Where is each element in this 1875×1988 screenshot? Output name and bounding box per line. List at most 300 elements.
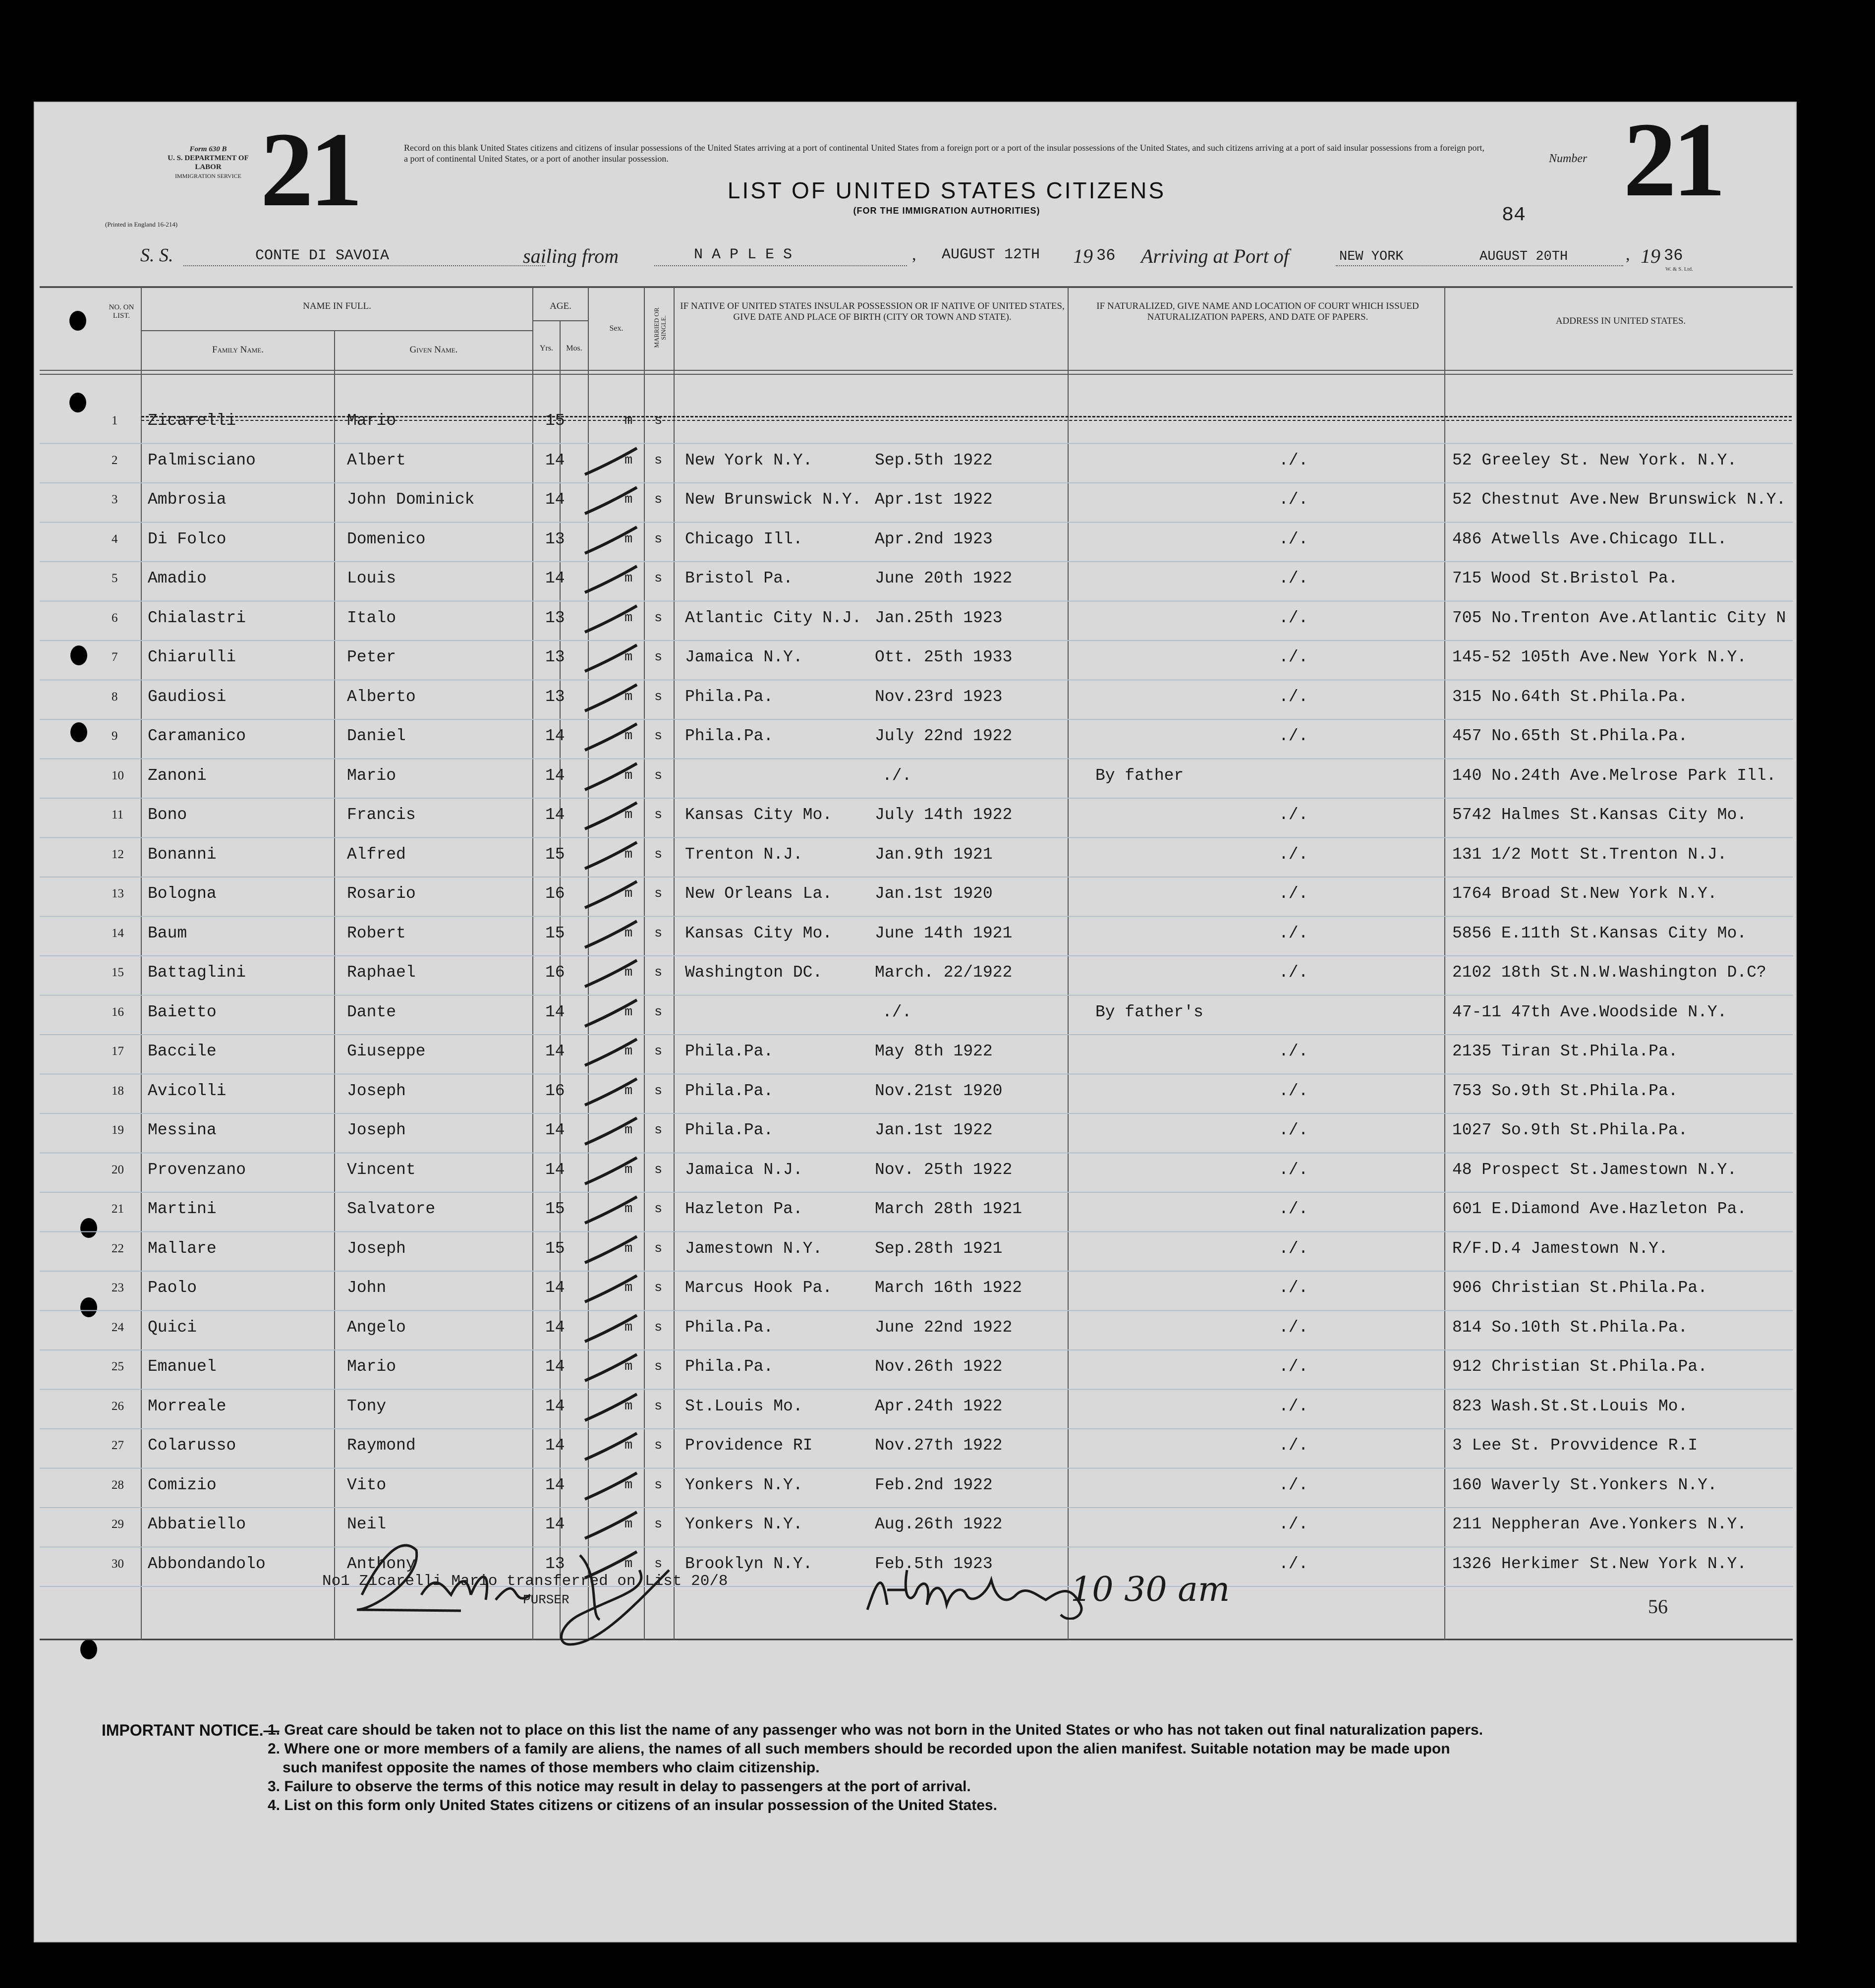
birth-date: Jan.1st 1920: [875, 884, 993, 903]
printed-note: (Printed in England 16-214): [105, 221, 178, 228]
ditto-check-mark: [580, 682, 644, 717]
age-years: 14: [545, 766, 565, 785]
table-row: [35, 603, 1798, 643]
table-row: [35, 446, 1798, 485]
row-number: 7: [112, 650, 118, 664]
naturalization: ./.: [1279, 1279, 1308, 1297]
given-name: Anthony: [347, 1554, 416, 1573]
us-address: 1326 Herkimer St.New York N.Y.: [1452, 1554, 1747, 1573]
row-number: 4: [112, 532, 118, 546]
given-name: Vito: [347, 1475, 387, 1494]
birth-date: July 14th 1922: [875, 806, 1013, 824]
us-address: 5742 Halmes St.Kansas City Mo.: [1452, 806, 1747, 824]
row-number: 10: [112, 768, 124, 782]
depart-date: AUGUST 12TH: [942, 246, 1040, 263]
ditto-check-mark: [580, 1431, 644, 1465]
family-name: Palmisciano: [148, 451, 256, 469]
table-row: [35, 1115, 1798, 1155]
table-row: [35, 721, 1798, 761]
ditto-check-mark: [580, 761, 644, 796]
ditto-check-mark: [580, 1155, 644, 1190]
row-number: 20: [112, 1163, 124, 1176]
ditto-check-mark: [580, 1273, 644, 1308]
birth-date: Sep.5th 1922: [875, 451, 993, 469]
marital-status: s: [654, 729, 663, 744]
naturalization: ./.: [1279, 1042, 1308, 1060]
ditto-check-mark: [580, 1313, 644, 1347]
transfer-note: No1 Zicarelli Mario transferred on List 20/8: [322, 1573, 728, 1590]
row-number: 26: [112, 1399, 124, 1413]
family-name: Baum: [148, 924, 187, 942]
birth-date: Apr.24th 1922: [875, 1397, 1003, 1415]
ditto-check-mark: [580, 958, 644, 993]
birth-place: Jamestown N.Y.: [685, 1239, 823, 1258]
marital-status: s: [654, 965, 663, 980]
sex: m: [625, 453, 633, 468]
birth-place: Jamaica N.Y.: [685, 648, 803, 666]
birth-date: Nov. 25th 1922: [875, 1160, 1013, 1179]
birth-place: ./.: [882, 1002, 912, 1021]
row-number: 29: [112, 1518, 124, 1531]
marital-status: s: [654, 610, 663, 626]
sex: m: [625, 1044, 633, 1059]
page-subtitle: (FOR THE IMMIGRATION AUTHORITIES): [853, 206, 1040, 216]
ditto-check-mark: [580, 1352, 644, 1387]
col-sex: Sex.: [609, 324, 624, 333]
family-name: Martini: [148, 1200, 217, 1218]
birth-place: New Orleans La.: [685, 884, 833, 903]
family-name: Bologna: [148, 884, 217, 903]
given-name: Albert: [347, 451, 406, 469]
naturalization: ./.: [1279, 529, 1308, 548]
naturalization: By father: [1095, 766, 1184, 785]
us-address: 753 So.9th St.Phila.Pa.: [1452, 1081, 1678, 1100]
purser-signature: [322, 1496, 719, 1654]
given-name: John: [347, 1279, 387, 1297]
given-name: Vincent: [347, 1160, 416, 1179]
sailing-label: sailing from: [523, 245, 619, 267]
row-number: 18: [112, 1084, 124, 1098]
row-number: 23: [112, 1281, 124, 1294]
row-number: 22: [112, 1241, 124, 1255]
table-row: [35, 1392, 1798, 1431]
arriving-label: Arriving at Port of: [1141, 245, 1289, 267]
marital-status: s: [654, 1359, 663, 1374]
naturalization: ./.: [1279, 451, 1308, 469]
age-years: 13: [545, 1554, 565, 1573]
row-1-strike: [141, 416, 1792, 417]
us-address: 160 Waverly St.Yonkers N.Y.: [1452, 1475, 1717, 1494]
birth-date: June 14th 1921: [875, 924, 1013, 942]
voyage-line: S. S. CONTE DI SAVOIA sailing from N A P L E S , AUGUST 12TH 19 36 Arriving at Port of NEW YORK AUGUST 20TH , 19 36 W. & S. Ltd.: [140, 245, 1693, 272]
given-name: Joseph: [347, 1121, 406, 1139]
age-years: 15: [545, 411, 565, 430]
row-number: 6: [112, 611, 118, 625]
row-number: 27: [112, 1439, 124, 1452]
row-number: 30: [112, 1557, 124, 1571]
depart-year: 36: [1096, 246, 1116, 265]
given-name: Mario: [347, 766, 397, 785]
age-years: 15: [545, 924, 565, 942]
naturalization: ./.: [1279, 569, 1308, 587]
age-years: 14: [545, 490, 565, 509]
naturalization: ./.: [1279, 1318, 1308, 1337]
family-name: Zanoni: [148, 766, 207, 785]
given-name: Louis: [347, 569, 397, 587]
given-name: Francis: [347, 806, 416, 824]
row-number: 19: [112, 1123, 124, 1137]
birth-date: Ott. 25th 1933: [875, 648, 1013, 666]
birth-date: Feb.2nd 1922: [875, 1475, 993, 1494]
birth-date: May 8th 1922: [875, 1042, 993, 1060]
naturalization: ./.: [1279, 648, 1308, 666]
marital-status: s: [654, 650, 663, 665]
table-row: [35, 485, 1798, 525]
sex: m: [625, 1556, 633, 1572]
notice-2b: such manifest opposite the names of those members who claim citizenship.: [283, 1759, 820, 1776]
birth-place: Hazleton Pa.: [685, 1200, 803, 1218]
table-row: [35, 761, 1798, 801]
age-years: 14: [545, 1279, 565, 1297]
row-number: 28: [112, 1478, 124, 1492]
sex: m: [625, 1320, 633, 1335]
sex: m: [625, 1004, 633, 1020]
us-address: 3 Lee St. Provvidence R.I: [1452, 1436, 1698, 1455]
birth-date: Nov.27th 1922: [875, 1436, 1003, 1455]
family-name: Baietto: [148, 1002, 217, 1021]
given-name: Peter: [347, 648, 397, 666]
birth-place: ./.: [882, 766, 912, 785]
col-given: Given Name.: [409, 345, 458, 355]
birth-place: Jamaica N.J.: [685, 1160, 803, 1179]
age-years: 14: [545, 1121, 565, 1139]
ditto-check-mark: [580, 1115, 644, 1150]
birth-place: St.Louis Mo.: [685, 1397, 803, 1415]
us-address: 1764 Broad St.New York N.Y.: [1452, 884, 1717, 903]
arrive-date: AUGUST 20TH: [1479, 249, 1568, 264]
birth-place: Phila.Pa.: [685, 1121, 774, 1139]
given-name: Robert: [347, 924, 406, 942]
table-row: [35, 1352, 1798, 1392]
marital-status: s: [654, 1004, 663, 1020]
us-address: 715 Wood St.Bristol Pa.: [1452, 569, 1678, 587]
birth-place: Washington DC.: [685, 963, 823, 982]
marital-status: s: [654, 1556, 663, 1572]
sex: m: [625, 1438, 633, 1453]
us-address: 48 Prospect St.Jamestown N.Y.: [1452, 1160, 1737, 1179]
us-address: 145-52 105th Ave.New York N.Y.: [1452, 648, 1747, 666]
naturalization: ./.: [1279, 924, 1308, 942]
family-name: Bonanni: [148, 845, 217, 864]
naturalization: ./.: [1279, 687, 1308, 706]
birth-place: Yonkers N.Y.: [685, 1515, 803, 1533]
age-years: 16: [545, 884, 565, 903]
given-name: Angelo: [347, 1318, 406, 1337]
family-name: Messina: [148, 1121, 217, 1139]
big-number-right: 21: [1623, 100, 1722, 219]
family-name: Quici: [148, 1318, 197, 1337]
table-row: [35, 1155, 1798, 1195]
naturalization: ./.: [1279, 1357, 1308, 1376]
given-name: Domenico: [347, 529, 426, 548]
us-address: 601 E.Diamond Ave.Hazleton Pa.: [1452, 1200, 1747, 1218]
age-years: 14: [545, 1042, 565, 1060]
naturalization: ./.: [1279, 845, 1308, 864]
marital-status: s: [654, 1517, 663, 1532]
naturalization: ./.: [1279, 1397, 1308, 1415]
naturalization: ./.: [1279, 608, 1308, 627]
family-name: Chialastri: [148, 608, 246, 627]
us-address: 457 No.65th St.Phila.Pa.: [1452, 727, 1688, 745]
table-row: [35, 919, 1798, 958]
birth-date: March 28th 1921: [875, 1200, 1023, 1218]
given-name: Joseph: [347, 1239, 406, 1258]
given-name: Mario: [347, 1357, 397, 1376]
birth-date: Sep.28th 1921: [875, 1239, 1003, 1258]
col-yrs: Yrs.: [539, 344, 554, 352]
naturalization: ./.: [1279, 1515, 1308, 1533]
sex: m: [625, 808, 633, 822]
sex: m: [625, 729, 633, 744]
given-name: Salvatore: [347, 1200, 436, 1218]
given-name: Raphael: [347, 963, 416, 982]
us-address: 814 So.10th St.Phila.Pa.: [1452, 1318, 1688, 1337]
naturalization: ./.: [1279, 1239, 1308, 1258]
naturalization: ./.: [1279, 963, 1308, 982]
table-row: [35, 1510, 1798, 1549]
birth-place: Kansas City Mo.: [685, 924, 833, 942]
notice-title: IMPORTANT NOTICE.—: [102, 1721, 280, 1739]
given-name: Raymond: [347, 1436, 416, 1455]
birth-place: Phila.Pa.: [685, 1357, 774, 1376]
birth-place: New Brunswick N.Y.: [685, 490, 862, 509]
row-number: 12: [112, 847, 124, 861]
family-name: Colarusso: [148, 1436, 236, 1455]
age-years: 16: [545, 1081, 565, 1100]
sex: m: [625, 1162, 633, 1177]
us-address: 315 No.64th St.Phila.Pa.: [1452, 687, 1688, 706]
row-number: 24: [112, 1320, 124, 1334]
marital-status: s: [654, 808, 663, 822]
birth-place: Marcus Hook Pa.: [685, 1279, 833, 1297]
ditto-check-mark: [580, 919, 644, 953]
given-name: Neil: [347, 1515, 387, 1533]
age-years: 14: [545, 1397, 565, 1415]
sex: m: [625, 531, 633, 547]
table-row: [35, 525, 1798, 564]
col-age: AGE.: [550, 301, 571, 311]
service: IMMIGRATION SERVICE: [174, 173, 242, 179]
row-number: 25: [112, 1360, 124, 1373]
ditto-check-mark: [580, 564, 644, 598]
sex: m: [625, 610, 633, 626]
sex: m: [625, 1359, 633, 1374]
family-name: Di Folco: [148, 529, 227, 548]
family-name: Avicolli: [148, 1081, 227, 1100]
sex: m: [625, 847, 633, 862]
number-label: Number: [1549, 152, 1588, 165]
age-years: 14: [545, 1475, 565, 1494]
marital-status: s: [654, 492, 663, 507]
family-name: Amadio: [148, 569, 207, 587]
row-number: 21: [112, 1202, 124, 1216]
ditto-check-mark: [580, 721, 644, 756]
age-years: 16: [545, 963, 565, 982]
birth-date: Nov.26th 1922: [875, 1357, 1003, 1376]
us-address: 131 1/2 Mott St.Trenton N.J.: [1452, 845, 1727, 864]
instructions: Record on this blank United States citizens and citizens of insular possessions of the United States arriving at a port of continental United States from a foreign port or a port of the insular possessions of the United States, and such citizens arriving at a port of said insular possessions from a foreign port, a port of continental United States, or a port of another insular possession.: [404, 143, 1484, 164]
row-number: 9: [112, 729, 118, 743]
age-years: 15: [545, 1239, 565, 1258]
marital-status: s: [654, 1320, 663, 1335]
table-row: [35, 879, 1798, 919]
birth-place: New York N.Y.: [685, 451, 813, 469]
naturalization: By father's: [1095, 1002, 1203, 1021]
sex: m: [625, 1517, 633, 1532]
birth-place: Providence RI: [685, 1436, 813, 1455]
birth-date: June 22nd 1922: [875, 1318, 1013, 1337]
birth-date: Nov.21st 1920: [875, 1081, 1003, 1100]
marital-status: s: [654, 1477, 663, 1493]
naturalization: ./.: [1279, 1160, 1308, 1179]
family-name: Mallare: [148, 1239, 217, 1258]
ditto-check-mark: [580, 1194, 644, 1229]
family-name: Zicarelli: [148, 411, 236, 430]
row-number: 1: [112, 414, 118, 427]
marital-status: s: [654, 453, 663, 468]
age-years: 13: [545, 608, 565, 627]
sex: m: [625, 768, 633, 783]
given-name: Joseph: [347, 1081, 406, 1100]
col-naturalized: IF NATURALIZED, GIVE NAME AND LOCATION OF COURT WHICH ISSUED NATURALIZATION PAPERS, AND DATE OF PAPERS.: [1096, 301, 1419, 322]
marital-status: s: [654, 571, 663, 586]
table-row: [35, 1076, 1798, 1116]
given-name: Giuseppe: [347, 1042, 426, 1060]
row-number: 15: [112, 966, 124, 979]
given-name: Italo: [347, 608, 397, 627]
birth-place: Brooklyn N.Y.: [685, 1554, 813, 1573]
age-years: 14: [545, 1318, 565, 1337]
age-years: 14: [545, 1357, 565, 1376]
birth-place: Bristol Pa.: [685, 569, 793, 587]
marital-status: s: [654, 689, 663, 704]
age-years: 14: [545, 727, 565, 745]
marital-status: s: [654, 1399, 663, 1414]
col-mos: Mos.: [566, 344, 582, 352]
arrive-year: 36: [1664, 246, 1683, 265]
birth-place: Atlantic City N.J.: [685, 608, 862, 627]
time-note: 10 30 am: [1071, 1570, 1230, 1609]
marital-status: s: [654, 1241, 663, 1256]
notice-3: 3. Failure to observe the terms of this notice may result in delay to passengers at the port of arrival.: [268, 1778, 971, 1795]
birth-place: Chicago Ill.: [685, 529, 803, 548]
ditto-check-mark: [580, 800, 644, 835]
table-row: [35, 800, 1798, 840]
birth-date: Feb.5th 1923: [875, 1554, 993, 1573]
sex: m: [625, 965, 633, 980]
ditto-check-mark: [580, 525, 644, 559]
manifest-sheet: [34, 102, 1797, 1942]
family-name: Emanuel: [148, 1357, 217, 1376]
marital-status: s: [654, 1044, 663, 1059]
sex: m: [625, 1241, 633, 1256]
age-years: 14: [545, 1002, 565, 1021]
row-number: 3: [112, 493, 118, 506]
family-name: Abbondandolo: [148, 1554, 266, 1573]
naturalization: ./.: [1279, 1475, 1308, 1494]
birth-date: Jan.25th 1923: [875, 608, 1003, 627]
ship-name: CONTE DI SAVOIA: [255, 247, 390, 264]
given-name: Alfred: [347, 845, 406, 864]
birth-place: Phila.Pa.: [685, 1318, 774, 1337]
birth-date: Apr.2nd 1923: [875, 529, 993, 548]
family-name: Abbatiello: [148, 1515, 246, 1533]
age-years: 14: [545, 1436, 565, 1455]
age-years: 15: [545, 845, 565, 864]
sex: m: [625, 1281, 633, 1295]
ditto-check-mark: [580, 643, 644, 677]
stamp-number: 84: [1502, 204, 1526, 227]
form-number: Form 630 B: [189, 145, 227, 153]
us-address: 906 Christian St.Phila.Pa.: [1452, 1279, 1707, 1297]
sex: m: [625, 571, 633, 586]
marital-status: s: [654, 1083, 663, 1099]
birth-place: Trenton N.J.: [685, 845, 803, 864]
us-address: 1027 So.9th St.Phila.Pa.: [1452, 1121, 1688, 1139]
us-address: R/F.D.4 Jamestown N.Y.: [1452, 1239, 1668, 1258]
table-row: [35, 840, 1798, 879]
col-married: MARRIED OR SINGLE.: [653, 307, 667, 348]
ditto-check-mark: [580, 603, 644, 638]
naturalization: ./.: [1279, 1121, 1308, 1139]
department: U. S. DEPARTMENT OF LABOR: [168, 154, 249, 171]
given-name: Rosario: [347, 884, 416, 903]
ditto-check-mark: [580, 1076, 644, 1111]
sex: m: [625, 689, 633, 704]
ditto-check-mark: [580, 1392, 644, 1426]
passenger-rows: [35, 100, 1798, 1943]
naturalization: ./.: [1279, 806, 1308, 824]
age-years: 13: [545, 529, 565, 548]
ditto-check-mark: [580, 879, 644, 914]
age-years: 14: [545, 569, 565, 587]
family-name: Provenzano: [148, 1160, 246, 1179]
birth-date: Aug.26th 1922: [875, 1515, 1003, 1533]
row-number: 5: [112, 572, 118, 585]
col-birth: IF NATIVE OF UNITED STATES INSULAR POSSESSION OR IF NATIVE OF UNITED STATES, GIVE DATE AND PLACE OF BIRTH (CITY OR TOWN AND STATE).: [680, 301, 1065, 322]
table-row: [35, 1273, 1798, 1313]
us-address: 52 Chestnut Ave.New Brunswick N.Y.: [1452, 490, 1786, 509]
table-row: [35, 1037, 1798, 1076]
sex: m: [625, 413, 633, 428]
given-name: Dante: [347, 1002, 397, 1021]
birth-place: Phila.Pa.: [685, 727, 774, 745]
big-number-left: 21: [260, 110, 359, 229]
marital-status: s: [654, 1438, 663, 1453]
table-row: [35, 564, 1798, 603]
marital-status: s: [654, 1162, 663, 1177]
family-name: Paolo: [148, 1279, 197, 1297]
sex: m: [625, 650, 633, 665]
sex: m: [625, 1202, 633, 1217]
table-row: [35, 1234, 1798, 1274]
marital-status: s: [654, 926, 663, 941]
naturalization: ./.: [1279, 1436, 1308, 1455]
us-address: 705 No.Trenton Ave.Atlantic City N: [1452, 608, 1786, 627]
family-name: Comizio: [148, 1475, 217, 1494]
notice-4: 4. List on this form only United States citizens or citizens of an insular possession of the United States.: [268, 1797, 997, 1813]
row-number: 14: [112, 926, 124, 940]
